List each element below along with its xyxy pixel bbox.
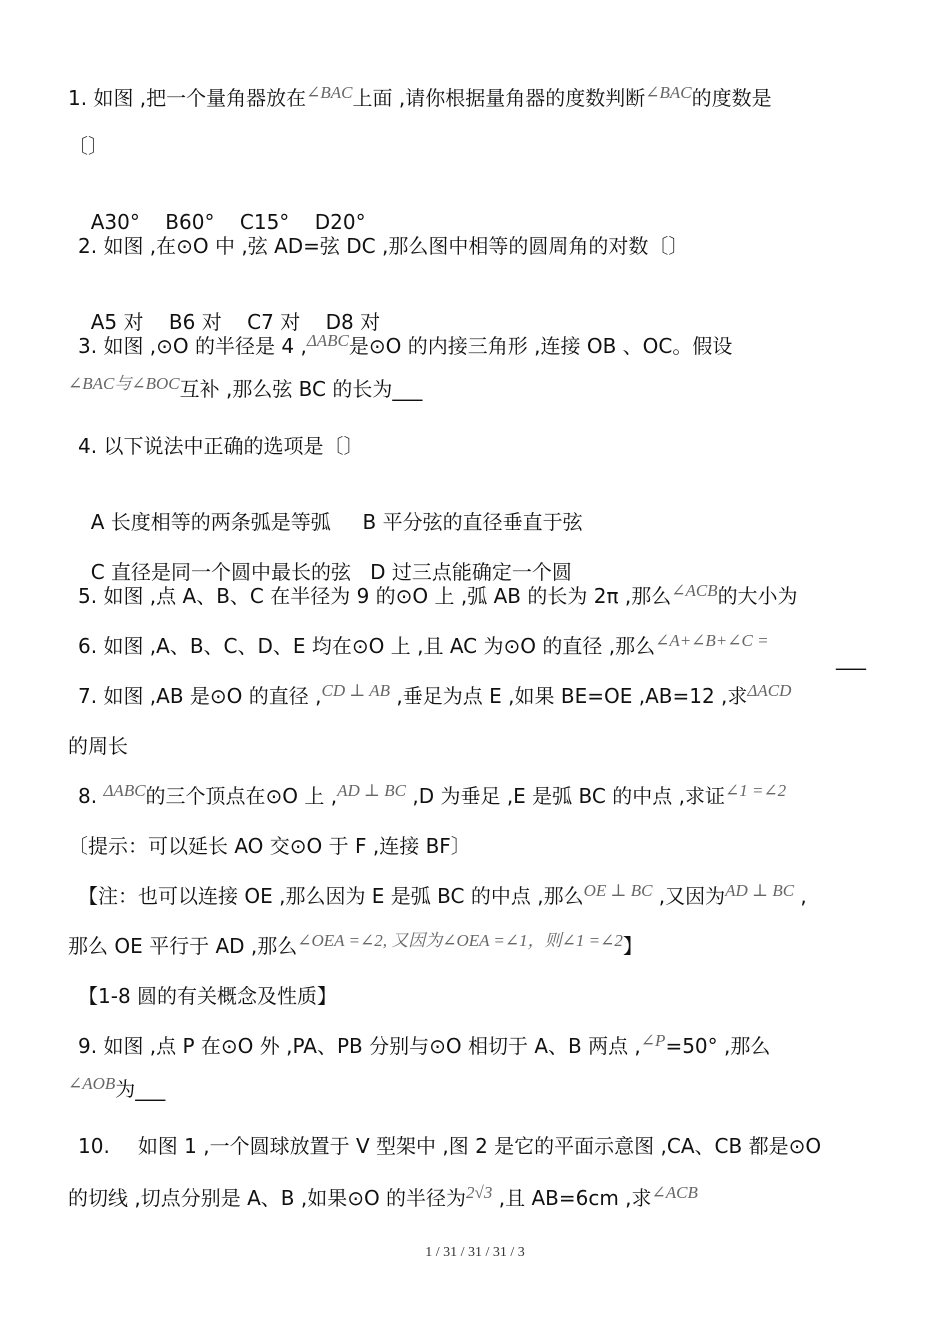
q4-options-ab xyxy=(78,483,583,535)
q8-note-ad-perp: AD ⊥ BC xyxy=(725,881,795,900)
q6-text-a: 6. 如图 ,A、B、C、D、E 均在⊙O 上 ,且 AC 为⊙O 的直径 ,那么 xyxy=(78,634,656,658)
q1-angle-bac-1: ∠BAC xyxy=(306,83,353,102)
q7-text-c: 的周长 xyxy=(68,734,128,758)
q8-note-oe-perp: OE ⊥ BC xyxy=(583,881,653,900)
q8-note-c: , xyxy=(794,884,807,908)
q4-opt-ab-text: A 长度相等的两条弧是等弧 B 平分弦的直径垂直于弦 xyxy=(90,510,583,534)
q2-options xyxy=(78,283,380,335)
q4-line xyxy=(78,433,363,459)
q10-radius: 2√3 xyxy=(466,1183,493,1202)
q3-triangle-abc: ΔABC xyxy=(306,331,349,350)
q10-text-c: ,且 AB=6cm ,求 xyxy=(492,1186,652,1210)
q8-hint xyxy=(68,833,471,859)
q9-line1 xyxy=(78,1033,770,1061)
q8-note-a: 【注：也可以连接 OE ,那么因为 E 是弧 BC 的中点 ,那么 xyxy=(78,884,584,908)
q8-angle-eq: ∠1 =∠2 xyxy=(724,781,787,800)
q1-options-text: A30° B60° C15° D20° xyxy=(90,210,366,234)
q3-text-b: 是⊙O 的内接三角形 ,连接 OB 、OC。假设 xyxy=(348,334,733,358)
q6-blank: ___ xyxy=(836,646,866,670)
q3-text-c: 互补 ,那么弦 BC 的长为___ xyxy=(179,377,423,401)
q6-line xyxy=(78,633,769,661)
q6-angle-sum: ∠A+∠B+∠C = xyxy=(655,631,769,650)
q1-text-c: 的度数是 xyxy=(691,86,772,110)
q8-line1 xyxy=(78,783,786,811)
q10-text-b: 的切线 ,切点分别是 A、B ,如果⊙O 的半径为 xyxy=(68,1186,467,1210)
q3-line1 xyxy=(78,333,732,361)
q1-bracket: 〔〕 xyxy=(68,134,108,158)
q7-cd-perp-ab: CD ⊥ AB xyxy=(321,681,391,700)
q4-options-cd xyxy=(78,533,572,585)
q10-angle-acb: ∠ACB xyxy=(651,1183,698,1202)
q2-line xyxy=(78,233,688,259)
q7-triangle-acd: ΔACD xyxy=(747,681,792,700)
q2-text: 2. 如图 ,在⊙O 中 ,弦 AD=弦 DC ,那么图中相等的圆周角的对数〔〕 xyxy=(78,234,689,258)
q8-triangle-abc: ΔABC xyxy=(103,781,146,800)
q8-note-e: 】 xyxy=(622,934,643,958)
q8-note-line2 xyxy=(68,933,643,961)
q7-line2 xyxy=(68,733,128,759)
section-title xyxy=(78,983,337,1009)
q8-hint-text: 〔提示：可以延长 AO 交⊙O 于 F ,连接 BF〕 xyxy=(68,834,471,858)
q4-opt-cd-text: C 直径是同一个圆中最长的弦 D 过三点能确定一个圆 xyxy=(90,560,572,584)
q1-text-a: 1. 如图 ,把一个量角器放在 xyxy=(68,86,307,110)
q9-angle-p: ∠P xyxy=(640,1031,666,1050)
q1-text-b: 上面 ,请你根据量角器的度数判断 xyxy=(352,86,646,110)
q5-text-a: 5. 如图 ,点 A、B、C 在半径为 9 的⊙O 上 ,弧 AB 的长为 2π ,那么 xyxy=(78,584,672,608)
q8-text-a: 8. xyxy=(78,784,104,808)
q1-angle-bac-2: ∠BAC xyxy=(645,83,692,102)
q3-angles: ∠BAC与∠BOC xyxy=(68,374,180,393)
q5-line xyxy=(78,583,798,611)
q9-angle-aob: ∠AOB xyxy=(68,1074,116,1093)
q4-text: 4. 以下说法中正确的选项是〔〕 xyxy=(78,434,364,458)
q2-options-text: A5 对 B6 对 C7 对 D8 对 xyxy=(90,310,381,334)
q7-text-b: ,垂足为点 E ,如果 BE=OE ,AB=12 ,求 xyxy=(390,684,748,708)
q9-line2 xyxy=(68,1076,165,1104)
q1-options xyxy=(78,183,366,235)
q9-text-c: 为___ xyxy=(115,1077,166,1101)
q8-note-d: 那么 OE 平行于 AD ,那么 xyxy=(68,934,298,958)
q8-note-line1 xyxy=(78,883,807,911)
q1-line1 xyxy=(68,85,772,113)
q6-blank-line xyxy=(836,645,866,671)
q8-note-b: ,又因为 xyxy=(652,884,726,908)
q8-ad-perp-bc: AD ⊥ BC xyxy=(337,781,406,800)
q1-line2 xyxy=(68,133,108,159)
q10-text-a: 如图 1 ,一个圆球放置于 V 型架中 ,图 2 是它的平面示意图 ,CA、CB 都是⊙O xyxy=(137,1134,822,1158)
q9-text-a: 9. 如图 ,点 P 在⊙O 外 ,PA、PB 分别与⊙O 相切于 A、B 两点 , xyxy=(78,1034,641,1058)
q3-text-a: 3. 如图 ,⊙O 的半径是 4 , xyxy=(78,334,307,358)
q5-text-b: 的大小为 xyxy=(717,584,798,608)
q8-text-b: 的三个顶点在⊙O 上 , xyxy=(145,784,338,808)
q8-note-proof: ∠OEA =∠2, 又因为∠OEA =∠1，则∠1 =∠2 xyxy=(297,931,623,950)
section-text: 【1-8 圆的有关概念及性质】 xyxy=(78,984,338,1008)
page-footer: 1 / 31 / 31 / 31 / 3 xyxy=(425,1245,525,1260)
q9-text-b: =50° ,那么 xyxy=(665,1034,771,1058)
q7-text-a: 7. 如图 ,AB 是⊙O 的直径 , xyxy=(78,684,322,708)
q10-number: 10. xyxy=(78,1134,110,1158)
q8-text-c: ,D 为垂足 ,E 是弧 BC 的中点 ,求证 xyxy=(406,784,725,808)
q5-angle-acb: ∠ACB xyxy=(671,581,718,600)
q3-line2 xyxy=(68,376,422,404)
q10-line2 xyxy=(68,1185,698,1213)
q10-line1 xyxy=(78,1133,821,1159)
q7-line1 xyxy=(78,683,791,711)
